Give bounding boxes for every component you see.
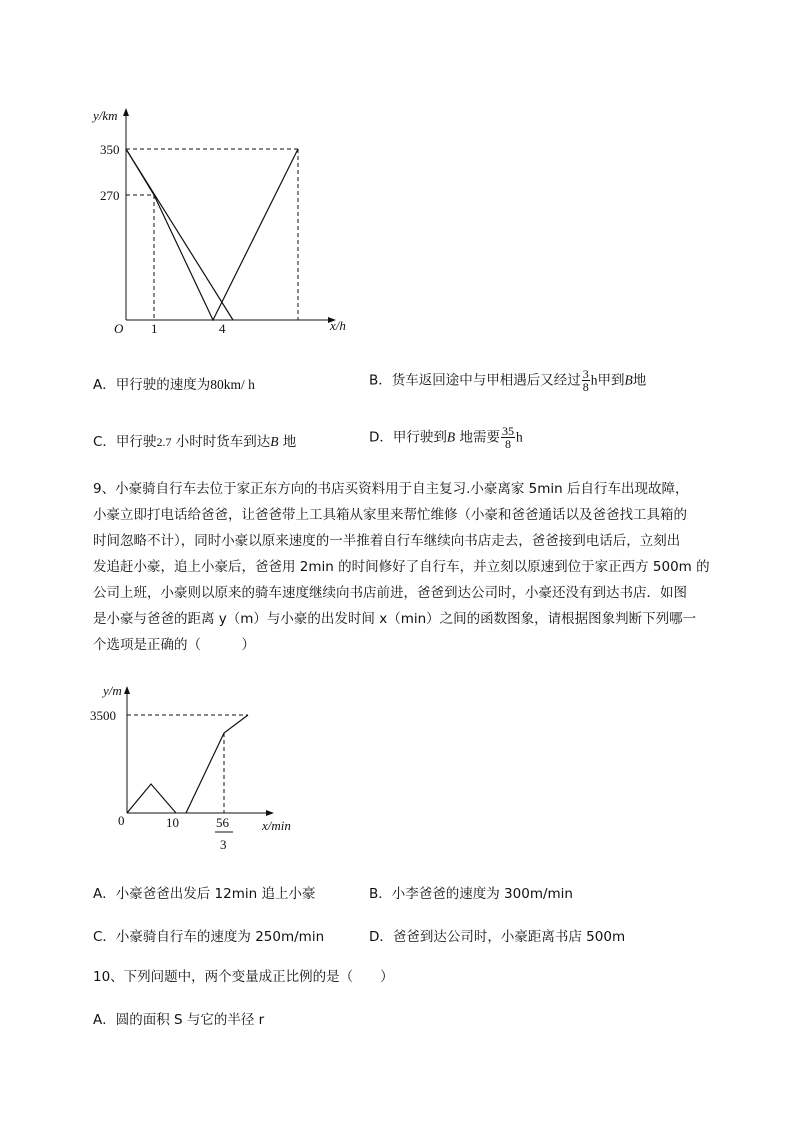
graph1-x-tick-1: 1 [151,321,158,336]
q8-option-b [369,368,646,393]
q8-b-mid: 甲到 [597,372,625,389]
q9-line-7: 个选项是正确的（ ） [93,637,255,653]
graph2-series [127,784,176,813]
q8-c-mid: 小时时货车到达 [171,434,271,450]
distance-time-graph-2 [90,678,320,858]
graph2-origin: 0 [118,813,125,828]
graph2-x-tick-frac-den: 3 [220,837,227,852]
q8-c-place: B [270,434,279,449]
q8-a-value: 80 [210,377,224,392]
q8-option-a [93,373,255,393]
graph2-x-tick-frac-num: 56 [216,815,229,830]
q9-line-3: 时间忽略不计），同时小豪以原来速度的一半推着自行车继续向书店走去，爸爸接到电话后，立刻出 [93,533,681,549]
q8-d-frac-num: 35 [501,424,514,438]
q9-line-4: 发追赶小豪，追上小豪后，爸爸用 2min 的时间修好了自行车，并立刻以原速到位于家正西方 500m 的 [93,559,710,575]
graph1-y-tick-270: 270 [100,188,120,203]
q8-c-prefix: C．甲行驶 [93,434,157,450]
graph2-x-tick-10: 10 [166,815,179,830]
q9-option-a: A．小豪爸爸出发后 12min 追上小豪 [93,886,316,902]
q8-b-suffix: 地 [632,372,647,389]
q9-stem [93,476,713,658]
q8-b-fraction [582,368,590,393]
graph2-series-2 [186,715,248,813]
q8-b-place: B [624,372,633,388]
q8-option-c [93,430,296,450]
graph1-x-label: x/h [330,318,346,333]
q8-c-suffix: 地 [278,434,297,450]
q8-d-unit: h [515,429,523,445]
q8-d-prefix: D．甲行驶到 [369,429,447,446]
q8-b-frac-num: 3 [582,367,589,381]
q8-b-prefix: B．货车返回途中与甲相遇后又经过 [369,372,581,389]
q9-line-1: 9、小豪骑自行车去位于家正东方向的书店买资料用于自主复习.小豪离家 5min 后自行车出现故障， [93,481,689,497]
graph1-origin: O [114,321,124,336]
graph1-x-tick-4: 4 [219,321,226,336]
q9-line-5: 公司上班，小豪则以原来的骑车速度继续向书店前进，爸爸到达公司时，小豪还没有到达书店．如图 [93,585,687,601]
q8-d-frac-den: 8 [504,437,511,451]
q8-a-unit: km/ h [223,377,255,392]
q9-option-c: C．小豪骑自行车的速度为 250m/min [93,929,325,945]
q8-c-value: 2.7 [156,435,172,449]
q10-option-a: A．圆的面积 S 与它的半径 r [93,1012,265,1028]
graph1-y-label: y/km [93,108,118,123]
graph1-y-arrow [123,108,129,116]
q9-option-d: D．爸爸到达公司时，小豪距离书店 500m [369,929,626,945]
q8-b-frac-den: 8 [582,380,589,394]
graph1-y-tick-350: 350 [100,142,120,157]
graph2-y-label: y/m [103,683,122,698]
q8-option-d [369,425,523,450]
q8-d-fraction [501,425,515,450]
q9-line-2: 小豪立即打电话给爸爸，让爸爸带上工具箱从家里来帮忙维修（小豪和爸爸通话以及爸爸找工具箱的 [93,507,687,523]
graph1-series-truck [126,149,298,320]
q8-b-unit: h [590,372,598,388]
distance-time-graph-1 [90,100,370,340]
graph2-x-label: x/min [262,818,291,833]
graph2-x-arrow [266,810,274,816]
q8-d-mid: 地需要 [455,429,500,446]
q8-d-place: B [446,429,456,445]
q10-stem: 10、下列问题中，两个变量成正比例的是（ ） [93,969,394,985]
q9-option-b: B．小李爸爸的速度为 300m/min [369,886,573,902]
q9-line-6: 是小豪与爸爸的距离 y（m）与小豪的出发时间 x（min）之间的函数图象，请根据图象判断下列哪一 [93,611,697,627]
graph2-y-tick-3500: 3500 [90,708,116,723]
graph2-y-arrow [124,686,130,694]
q8-a-prefix: A．甲行驶的速度为 [93,377,211,393]
